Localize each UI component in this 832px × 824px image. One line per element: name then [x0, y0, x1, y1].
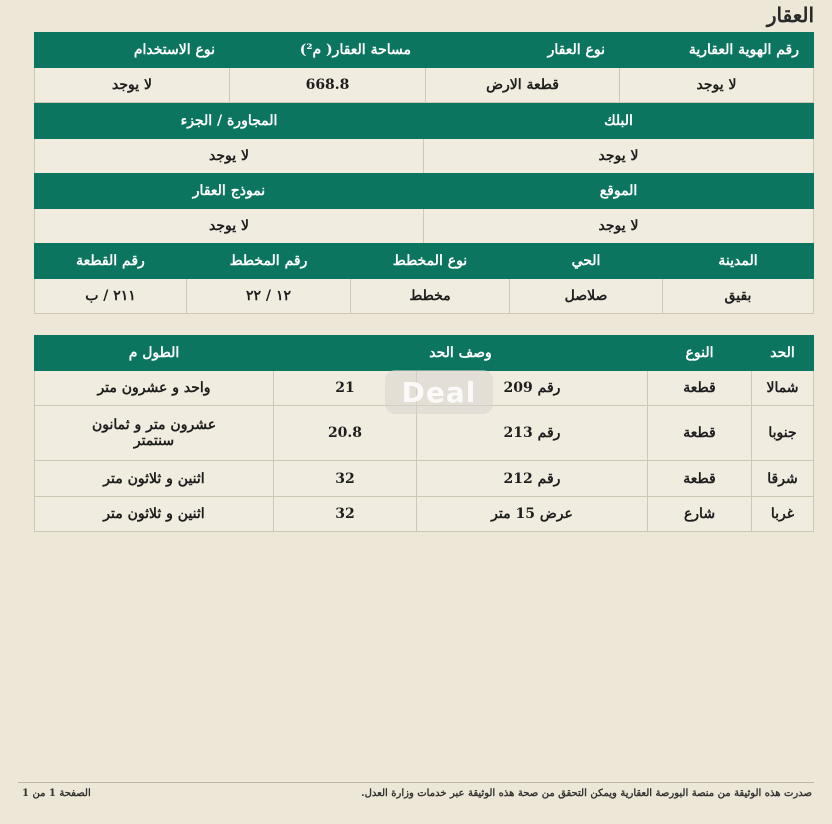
value-block: لا يوجد — [424, 139, 814, 174]
boundaries-table — [34, 335, 814, 532]
boundary-length-words: واحد و عشرون متر — [35, 371, 274, 406]
header-usage-type: نوع الاستخدام — [35, 33, 230, 68]
boundary-type: قطعة — [648, 461, 752, 497]
header-property-type: نوع العقار — [426, 33, 620, 68]
value-plan-type: مخطط — [351, 279, 510, 314]
boundary-direction: شمالا — [752, 371, 814, 406]
header-plan-number: رقم المخطط — [187, 244, 351, 279]
header-property-area: مساحة العقار( م²) — [230, 33, 426, 68]
boundary-direction: غربا — [752, 497, 814, 532]
footer-divider — [18, 782, 814, 783]
header-boundary-description: وصف الحد — [274, 336, 648, 371]
watermark-logo: Deal — [385, 370, 493, 414]
table-row — [35, 497, 814, 532]
boundary-length-words: عشرون متر و ثمانون سنتمتر — [35, 406, 274, 461]
value-usage-type: لا يوجد — [35, 68, 230, 103]
value-district: صلاصل — [510, 279, 663, 314]
boundary-direction: شرقا — [752, 461, 814, 497]
header-boundary: الحد — [752, 336, 814, 371]
value-plot-number: ٢١١ / ب — [35, 279, 187, 314]
boundary-length: 32 — [274, 461, 417, 497]
boundary-type: قطعة — [648, 371, 752, 406]
boundary-description: رقم 213 — [417, 406, 648, 461]
header-length: الطول م — [35, 336, 274, 371]
boundary-description: رقم 209 — [417, 371, 648, 406]
header-plot-number: رقم القطعة — [35, 244, 187, 279]
header-city: المدينة — [663, 244, 814, 279]
property-table — [34, 32, 814, 103]
header-block: البلك — [424, 104, 814, 139]
header-type: النوع — [648, 336, 752, 371]
header-plan-type: نوع المخطط — [351, 244, 510, 279]
boundary-description: رقم 212 — [417, 461, 648, 497]
location-table — [34, 173, 814, 244]
boundary-type: شارع — [648, 497, 752, 532]
value-plan-number: ١٢ / ٢٢ — [187, 279, 351, 314]
boundary-length: 20.8 — [274, 406, 417, 461]
boundary-length-words: اثنين و ثلاثون متر — [35, 461, 274, 497]
boundary-length: 21 — [274, 371, 417, 406]
header-location: الموقع — [424, 174, 814, 209]
table-row — [35, 461, 814, 497]
boundary-direction: جنوبا — [752, 406, 814, 461]
value-property-model: لا يوجد — [35, 209, 424, 244]
header-neighborhood-part: المجاورة / الجزء — [35, 104, 424, 139]
value-city: بقيق — [663, 279, 814, 314]
section-title: العقار — [766, 3, 814, 27]
header-property-model: نموذج العقار — [35, 174, 424, 209]
block-table — [34, 103, 814, 174]
value-property-type: قطعة الارض — [426, 68, 620, 103]
header-district: الحي — [510, 244, 663, 279]
value-property-area: 668.8 — [230, 68, 426, 103]
boundary-length: 32 — [274, 497, 417, 532]
value-location: لا يوجد — [424, 209, 814, 244]
boundary-length-words: اثنين و ثلاثون متر — [35, 497, 274, 532]
value-property-id: لا يوجد — [620, 68, 814, 103]
value-neighborhood-part: لا يوجد — [35, 139, 424, 174]
plan-table — [34, 243, 814, 314]
boundary-description: عرض 15 متر — [417, 497, 648, 532]
footer-note: صدرت هذه الوثيقة من منصة البورصة العقارية ويمكن التحقق من صحة هذه الوثيقة عبر خدمات وزارة العدل. — [361, 788, 812, 799]
page-number: الصفحة 1 من 1 — [22, 788, 91, 799]
boundary-type: قطعة — [648, 406, 752, 461]
header-property-id: رقم الهوية العقارية — [620, 33, 814, 68]
